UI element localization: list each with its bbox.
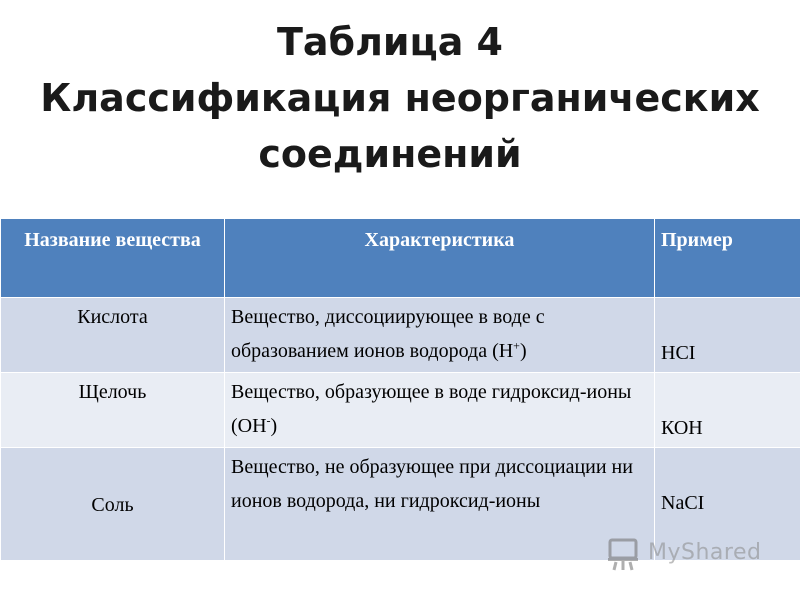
- row-description: [225, 298, 655, 373]
- description-close: ): [270, 415, 278, 437]
- description-text: Вещество, не образующее при диссоциации ни ионов водорода, ни гидроксид-ионы: [231, 456, 633, 512]
- watermark-text: MyShared: [648, 540, 762, 565]
- row-name: Кислота: [1, 298, 225, 373]
- ion-charge: -: [266, 413, 271, 428]
- watermark: [606, 536, 766, 572]
- row-description: [225, 448, 655, 561]
- ion-charge: +: [513, 338, 520, 353]
- row-name: Щелочь: [1, 373, 225, 448]
- slide-title: [0, 14, 800, 182]
- description-text: Вещество, диссоциирующее в воде с образованием ионов водорода (Н: [231, 306, 545, 362]
- table-row: [1, 373, 800, 448]
- table-header-row: [1, 219, 800, 298]
- header-name: Название вещества: [1, 219, 225, 298]
- row-example: NaCI: [655, 448, 800, 561]
- row-example: HCI: [655, 298, 800, 373]
- header-example: Пример: [655, 219, 800, 298]
- description-close: ): [519, 340, 527, 362]
- title-line-2: Классификация неорганических: [40, 76, 760, 120]
- classification-table: [0, 218, 800, 561]
- presentation-board-icon: [606, 536, 642, 572]
- description-text: Вещество, образующее в воде гидроксид-ионы (ОН: [231, 381, 632, 437]
- row-description: [225, 373, 655, 448]
- row-name: Соль: [1, 448, 225, 561]
- table-row: [1, 298, 800, 373]
- row-example: КОН: [655, 373, 800, 448]
- title-line-1: Таблица 4: [276, 20, 504, 64]
- header-characteristic: Характеристика: [225, 219, 655, 298]
- title-line-3: соединений: [258, 132, 522, 176]
